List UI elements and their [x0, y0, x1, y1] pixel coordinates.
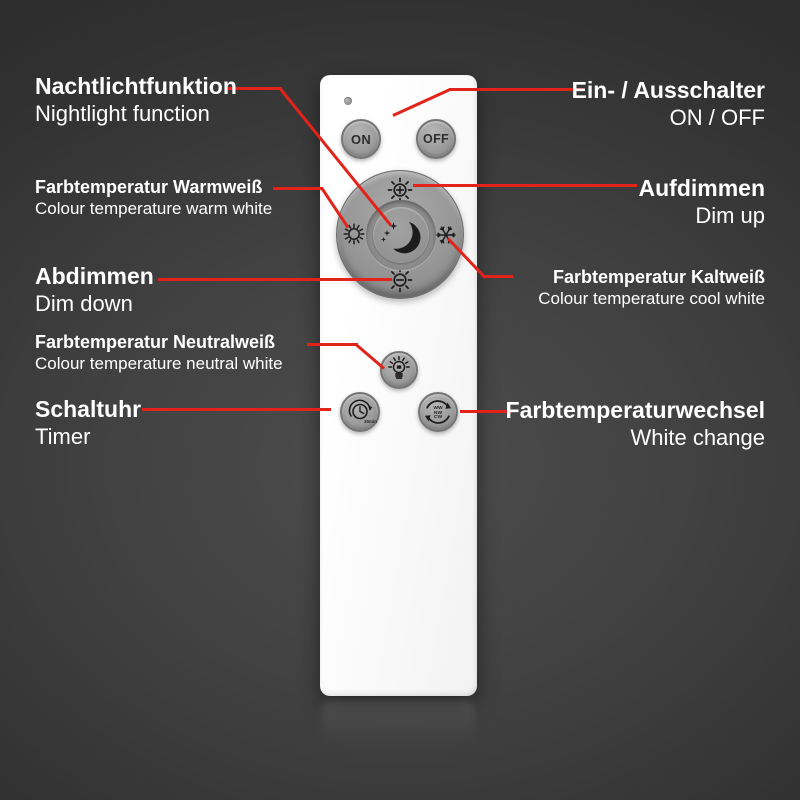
ww-nw-cw-label [428, 405, 448, 419]
callout-neutral-white-en: Colour temperature neutral white [35, 354, 283, 373]
callout-cool-white-de: Farbtemperatur Kaltweiß [552, 267, 765, 287]
timer-30min-label: 30min [363, 419, 377, 424]
cw-line: CW [433, 413, 443, 420]
callout-nightlight-de: Nachtlichtfunktion [35, 73, 237, 99]
connector-onoff-h [449, 88, 583, 91]
on-button-label: ON [350, 131, 372, 147]
timer-button[interactable] [340, 392, 380, 432]
on-button[interactable] [341, 119, 381, 159]
connector-warm-white-h [273, 187, 323, 190]
off-button[interactable] [416, 119, 456, 159]
led-indicator [344, 97, 352, 105]
callout-neutral-white [35, 331, 283, 375]
ww-line: WW [433, 404, 443, 410]
callout-dim-down-de: Abdimmen [35, 263, 154, 289]
callout-nightlight-en: Nightlight function [35, 101, 210, 126]
bulb-icon [384, 355, 414, 385]
callout-cool-white-en: Colour temperature cool white [538, 289, 765, 308]
callout-nightlight [35, 72, 237, 128]
connector-cool-white-h [484, 275, 513, 278]
callout-white-change-de: Farbtemperaturwechsel [505, 397, 765, 423]
remote-reflection [322, 699, 475, 757]
nw-line: NW [433, 409, 443, 415]
neutral-white-button[interactable] [380, 351, 418, 389]
callout-warm-white-de: Farbtemperatur Warmweiß [35, 177, 263, 197]
connector-white-change [460, 410, 512, 413]
callout-on-off [572, 76, 765, 132]
callout-timer-de: Schaltuhr [35, 396, 142, 422]
callout-white-change [506, 396, 765, 452]
callout-on-off-de: Ein- / Ausschalter [571, 77, 765, 103]
callout-dim-down-en: Dim down [35, 291, 133, 316]
callout-white-change-en: White change [630, 425, 765, 450]
connector-dim-down [158, 278, 392, 281]
connector-timer [142, 408, 331, 411]
callout-timer-en: Timer [35, 424, 91, 449]
callout-dim-down [35, 262, 154, 318]
callout-cool-white [538, 266, 765, 310]
callout-dim-up [639, 174, 766, 230]
callout-warm-white-en: Colour temperature warm white [35, 199, 273, 218]
callout-neutral-white-de: Farbtemperatur Neutralweiß [35, 332, 276, 352]
callout-dim-up-en: Dim up [695, 203, 765, 228]
callout-warm-white [35, 176, 272, 220]
callout-dim-up-de: Aufdimmen [638, 175, 765, 201]
off-button-label: OFF [423, 132, 449, 146]
white-change-button[interactable] [418, 392, 458, 432]
connector-neutral-white-h [307, 343, 358, 346]
callout-timer [35, 395, 141, 451]
callout-on-off-en: ON / OFF [669, 105, 765, 130]
connector-dim-up [413, 184, 637, 187]
